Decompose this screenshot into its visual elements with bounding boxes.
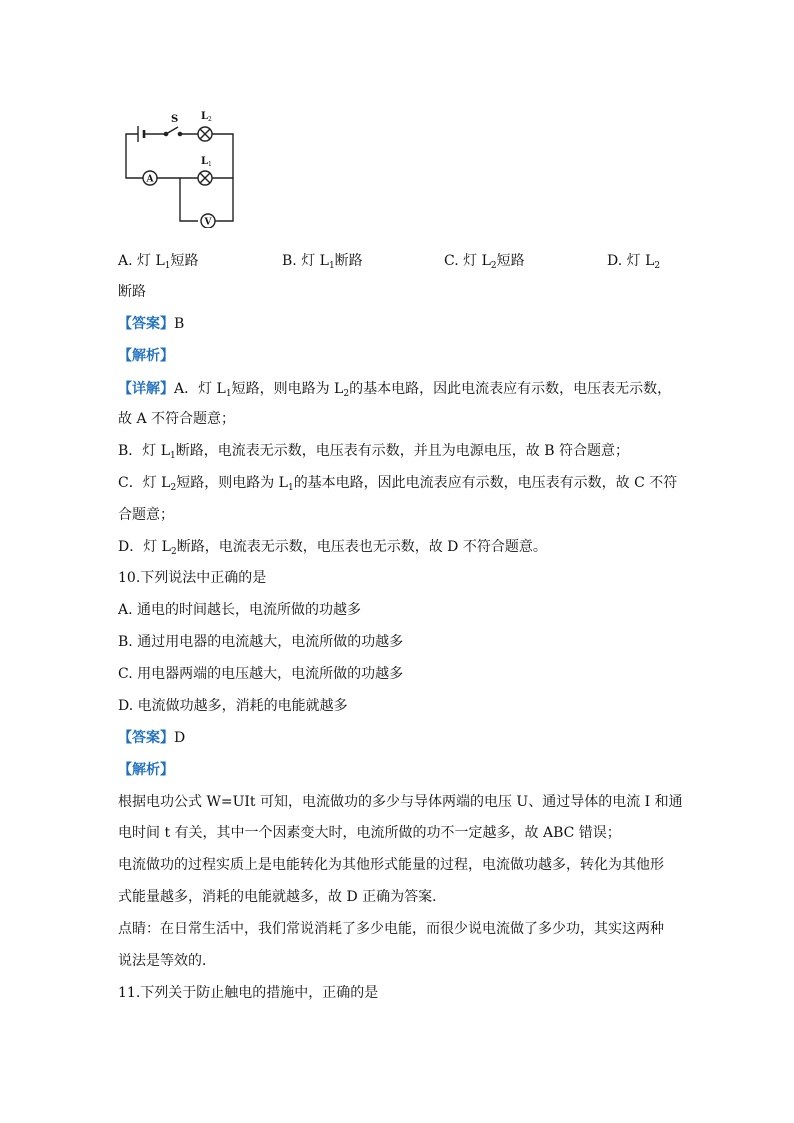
q9-option-c: C. 灯 $L_2$短路 xyxy=(444,253,525,271)
q10-option-d: D. 电流做功越多，消耗的电能就越多 xyxy=(118,698,348,714)
q9-detail-line-6: D．灯 $L_2$断路，电流表无示数，电压表也无示数，故 D 不符合题意。 xyxy=(118,539,547,557)
q9-detail-line-4: C．灯 $L_2$短路，则电路为 $L_1$的基本电路，因此电流表应有示数，电压表有示数，故 C 不符 xyxy=(118,475,678,493)
lamp-l1-subscript: 1 xyxy=(208,161,212,168)
switch-lever xyxy=(166,127,178,134)
q10-option-a: A. 通电的时间越长，电流所做的功越多 xyxy=(118,602,362,618)
lamp-l2-subscript: 2 xyxy=(208,116,212,123)
lamp-l2-label: L xyxy=(201,111,209,122)
q9-detail-line-1: 【详解】A．灯 $L_1$短路，则电路为 $L_2$的基本电路，因此电流表应有示数，电压表无示数， xyxy=(118,381,672,399)
q10-analysis-heading: 【解析】 xyxy=(118,762,174,778)
switch-label: S xyxy=(171,114,179,125)
q10-analysis-line-5: 点睛：在日常生活中，我们常说消耗了多少电能，而很少说电流做了多少功，其实这两种 xyxy=(118,921,664,937)
q10-analysis-line-1: 根据电功公式 W=UIt 可知，电流做功的多少与导体两端的电压 U、通过导体的电流 I 和通 xyxy=(118,794,683,810)
q10-analysis-line-6: 说法是等效的． xyxy=(118,953,216,969)
lamp-l1-label: L xyxy=(201,156,209,167)
q9-option-b: B. 灯 $L_1$断路 xyxy=(282,253,363,271)
ammeter-label: A xyxy=(146,174,154,185)
q9-detail-line-2: 故 A 不符合题意； xyxy=(118,411,236,427)
q11-stem: 11.下列关于防止触电的措施中，正确的是 xyxy=(118,985,379,1001)
q9-option-a: A. 灯 $L_1$短路 xyxy=(118,253,199,271)
circuit-diagram xyxy=(118,108,248,228)
q9-detail-line-3: B．灯 $L_1$断路，电流表无示数，电压表有示数，并且为电源电压，故 B 符合题意； xyxy=(118,443,629,461)
q10-option-c: C. 用电器两端的电压越大，电流所做的功越多 xyxy=(118,666,404,682)
q10-answer: 【答案】D xyxy=(118,730,186,746)
q9-answer: 【答案】B xyxy=(118,316,185,332)
wire-voltmeter-left xyxy=(180,178,198,221)
q10-option-b: B. 通过用电器的电流越大，电流所做的功越多 xyxy=(118,634,404,650)
q10-stem: 10.下列说法中正确的是 xyxy=(118,570,267,586)
wire-left xyxy=(126,134,143,178)
voltmeter-label: V xyxy=(204,217,212,228)
q9-option-d-wrap: 断路 xyxy=(118,284,146,300)
q9-detail-line-5: 合题意； xyxy=(118,507,174,523)
q10-analysis-line-3: 电流做功的过程实质上是电能转化为其他形式能量的过程，电流做功越多，转化为其他形 xyxy=(118,857,664,873)
q9-analysis-heading: 【解析】 xyxy=(118,348,174,364)
q10-analysis-line-4: 式能量越多，消耗的电能就越多，故 D 正确为答案． xyxy=(118,889,447,905)
q9-option-d: D. 灯 $L_2$ xyxy=(607,253,661,271)
q10-analysis-line-2: 电时间 t 有关，其中一个因素变大时，电流所做的功不一定越多，故 ABC 错误； xyxy=(118,825,621,841)
